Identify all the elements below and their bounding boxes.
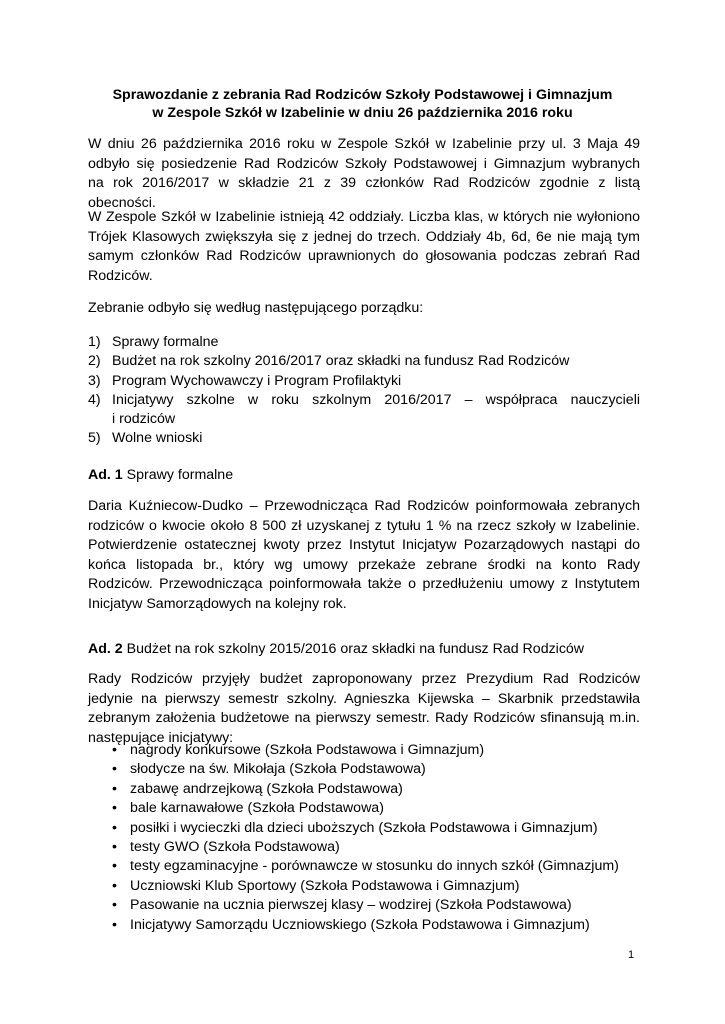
classes-paragraph xyxy=(88,208,640,286)
agenda-item-number: 2) xyxy=(88,353,101,370)
ad1-paragraph xyxy=(88,497,640,614)
agenda-item-number: 3) xyxy=(88,372,101,389)
ad2-line: jedynie na pierwszy semestr szkolny. Agnieszka Kijewska – Skarbnik przedstawiła xyxy=(88,690,640,707)
agenda-item-number: 5) xyxy=(88,430,101,447)
initiative-item: • Uczniowski Klub Sportowy (Szkoła Podstawowa i Gimnazjum) xyxy=(112,877,652,896)
ad1-heading xyxy=(88,466,640,486)
intro-line: obecności. xyxy=(88,194,156,211)
agenda-item xyxy=(88,333,640,352)
initiative-item: • nagrody konkursowe (Szkoła Podstawowa i Gimnazjum) xyxy=(112,741,652,760)
agenda-item-text: Budżet na rok szkolny 2016/2017 oraz składki na fundusz Rad Rodziców xyxy=(112,353,570,370)
ad1-line: Potwierdzenie ostatecznej kwoty przez Instytut Inicjatyw Pozarządowych nastąpi do xyxy=(88,537,640,553)
ad1-line: Inicjatyw Samorządowych na kolejny rok. xyxy=(88,595,347,612)
intro-line: odbyło się posiedzenie Rad Rodziców Szkoły Podstawowej i Gimnazjum wybranych xyxy=(88,155,640,172)
agenda-list xyxy=(88,333,640,449)
initiative-item: • testy GWO (Szkoła Podstawowa) xyxy=(112,838,652,857)
classes-line: samym członków Rad Rodziców uprawnionych do głosowania podczas zebrań Rad xyxy=(88,248,640,264)
title-line-1: Sprawozdanie z zebrania Rad Rodziców Szkoły Podstawowej i Gimnazjum xyxy=(112,87,613,103)
document-title xyxy=(60,86,665,122)
agenda-item-text: Sprawy formalne xyxy=(112,334,219,350)
ad1-line: końca listopada br., który wg umowy przekaże zebrane środki na konto Rady xyxy=(88,556,640,573)
ad2-line: Rady Rodziców przyjęły budżet zaproponowany przez Prezydium Rad Rodziców xyxy=(88,671,640,687)
classes-line: W Zespole Szkół w Izabelinie istnieją 42 oddziały. Liczba klas, w których nie wyłoniono xyxy=(88,209,640,225)
intro-paragraph xyxy=(88,135,640,213)
ad2-line: zebranym założenia budżetowe na pierwszy semestr. Rady Rodziców sfinansują m.in. xyxy=(88,710,640,726)
agenda-item-text: Program Wychowawczy i Program Profilaktyki xyxy=(112,372,402,389)
initiative-item: • zabawę andrzejkową (Szkoła Podstawowa) xyxy=(112,780,652,799)
initiative-item: • testy egzaminacyjne - porównawcze w stosunku do innych szkół (Gimnazjum) xyxy=(112,857,652,876)
agenda-item xyxy=(88,429,640,448)
ad2-label: Ad. 2 xyxy=(88,641,123,657)
agenda-item xyxy=(88,391,640,430)
ad1-line: Rodziców. Przewodnicząca poinformowała także o przedłużeniu umowy z Instytutem xyxy=(88,576,640,592)
ad2-heading xyxy=(88,640,640,660)
initiative-item: • Pasowanie na ucznia pierwszej klasy – wodzirej (Szkoła Podstawowa) xyxy=(112,896,652,915)
ad1-line: Daria Kuźniecow-Dudko – Przewodnicząca Rad Rodziców poinformowała zebranych xyxy=(88,498,640,514)
initiative-item: • Inicjatywy Samorządu Uczniowskiego (Szkoła Podstawowa i Gimnazjum) xyxy=(112,916,652,935)
agenda-intro: Zebranie odbyło się według następującego porządku: xyxy=(88,300,424,316)
initiative-item: • bale karnawałowe (Szkoła Podstawowa) xyxy=(112,799,652,818)
ad1-label: Ad. 1 xyxy=(88,467,123,483)
agenda-item-number: 1) xyxy=(88,334,101,350)
agenda-item xyxy=(88,352,640,371)
initiatives-list xyxy=(112,741,652,935)
agenda-item-number: 4) xyxy=(88,391,101,408)
initiative-item: • słodycze na św. Mikołaja (Szkoła Podstawowa) xyxy=(112,760,652,779)
ad2-heading-text: Budżet na rok szkolny 2015/2016 oraz składki na fundusz Rad Rodziców xyxy=(126,641,585,657)
classes-line: Rodziców. xyxy=(88,267,153,284)
agenda-item-text: Wolne wnioski xyxy=(112,430,203,447)
ad1-heading-text: Sprawy formalne xyxy=(126,467,234,483)
initiative-item: • posiłki i wycieczki dla dzieci uboższych (Szkoła Podstawowa i Gimnazjum) xyxy=(112,819,652,838)
agenda-item-text: Inicjatywy szkolne w roku szkolnym 2016/2017 – współpraca nauczycieli xyxy=(112,391,640,408)
page-number: 1 xyxy=(628,949,635,961)
ad2-paragraph xyxy=(88,670,640,748)
title-line-2: w Zespole Szkół w Izabelinie w dniu 26 października 2016 roku xyxy=(152,105,573,121)
intro-line: W dniu 26 października 2016 roku w Zespole Szkół w Izabelinie przy ul. 3 Maja 49 xyxy=(88,136,640,152)
agenda-item-text: i rodziców xyxy=(112,411,176,428)
agenda-item xyxy=(88,372,640,391)
ad2-line: następujące inicjatywy: xyxy=(88,729,234,746)
intro-line: na rok 2016/2017 w składzie 21 z 39 członków Rad Rodziców zgodnie z listą xyxy=(88,175,640,191)
classes-line: Trójek Klasowych zwiększyła się z jednej do trzech. Oddziały 4b, 6d, 6e nie mają tym xyxy=(88,228,640,245)
ad1-line: rodziców o kwocie około 8 500 zł uzyskanej z tytułu 1 % na rzecz szkoły w Izabelinie. xyxy=(88,517,640,534)
